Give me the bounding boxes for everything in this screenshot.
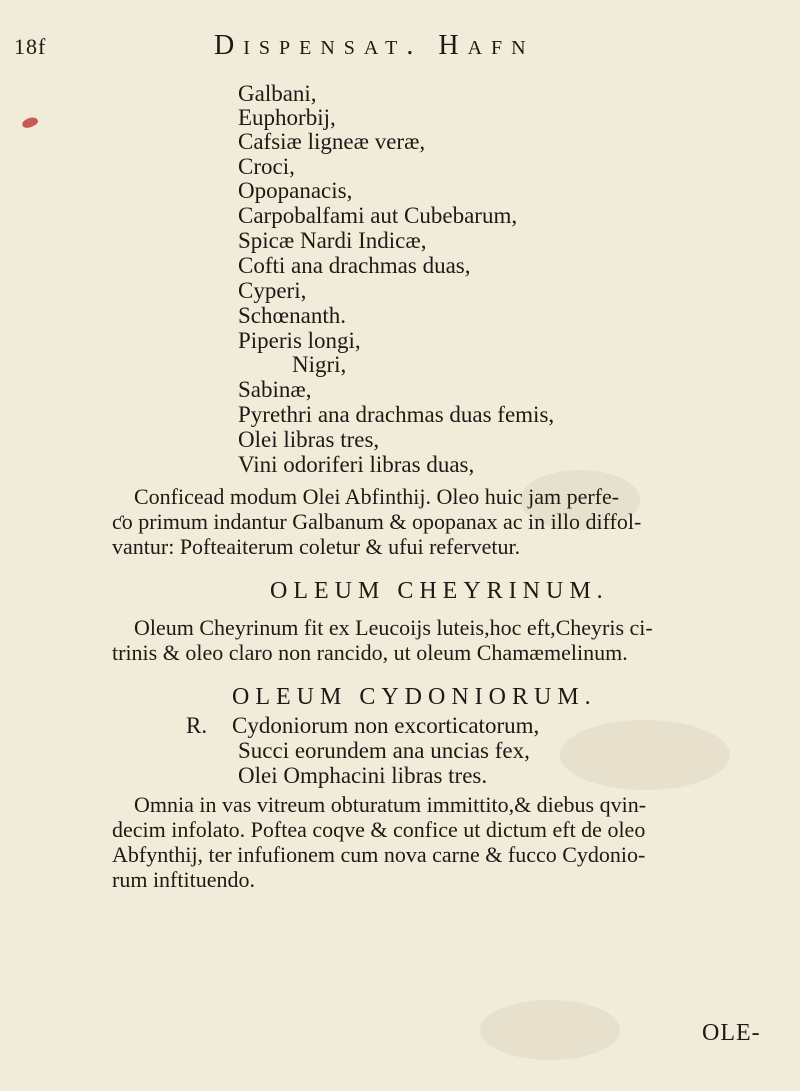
paragraph-line: rum inftituendo.	[112, 867, 255, 892]
red-ink-mark	[21, 115, 39, 129]
running-head: Dispensat. Hafn	[214, 30, 535, 61]
ingredient-line: Cofti ana drachmas duas,	[238, 253, 471, 278]
ingredient-line: Piperis longi,	[238, 328, 361, 353]
paragraph-line: vantur: Pofteaiterum coletur & ufui refervetur.	[112, 534, 521, 559]
page-header	[0, 30, 800, 70]
ingredient-line: Cafsiæ ligneæ veræ,	[238, 129, 426, 154]
section-heading: OLEUM CHEYRINUM.	[270, 578, 609, 604]
catchword: OLE-	[702, 1020, 761, 1046]
paragraph-line: Omnia in vas vitreum obturatum immittito,& diebus qvin-	[134, 792, 647, 817]
ingredient-line: Succi eorundem ana uncias fex,	[238, 738, 530, 763]
page-number: 18f	[14, 34, 47, 59]
ingredient-line: Nigri,	[292, 352, 347, 377]
ingredient-line: Schœnanth.	[238, 303, 346, 328]
ingredient-line: Pyrethri ana drachmas duas femis,	[238, 402, 555, 427]
ingredient-line: Olei libras tres,	[238, 427, 380, 452]
ingredient-line: Galbani,	[238, 81, 317, 106]
paragraph-line: decim infolato. Poftea coqve & confice ut dictum eft de oleo	[112, 817, 646, 842]
paragraph-line: trinis & oleo claro non rancido, ut oleum Chamæmelinum.	[112, 640, 628, 665]
ingredient-line: Vini odoriferi libras duas,	[238, 452, 475, 477]
ingredient-line: Spicæ Nardi Indicæ,	[238, 228, 427, 253]
ingredient-line: Cydoniorum non excorticatorum,	[232, 713, 540, 738]
paragraph-line: Abfynthij, ter infufionem cum nova carne & fucco Cydonio-	[112, 842, 646, 867]
ingredient-line: Sabinæ,	[238, 377, 312, 402]
ingredient-line: Carpobalfami aut Cubebarum,	[238, 203, 518, 228]
recipe-mark: R.	[186, 713, 208, 738]
paper-stain	[560, 720, 730, 790]
paragraph-line: ƈo primum indantur Galbanum & opopanax ac in illo diffol-	[112, 509, 642, 534]
ingredient-line: Euphorbij,	[238, 105, 336, 130]
section-heading: OLEUM CYDONIORUM.	[232, 684, 597, 710]
paper-stain	[480, 1000, 620, 1060]
ingredient-line: Croci,	[238, 154, 295, 179]
paragraph-line: Conficead modum Olei Abfinthij. Oleo huic jam perfe-	[134, 484, 620, 509]
paragraph-line: Oleum Cheyrinum fit ex Leucoijs luteis,hoc eft,Cheyris ci-	[134, 615, 653, 640]
ingredient-line: Cyperi,	[238, 278, 307, 303]
ingredient-line: Opopanacis,	[238, 178, 353, 203]
ingredient-line: Olei Omphacini libras tres.	[238, 763, 488, 788]
